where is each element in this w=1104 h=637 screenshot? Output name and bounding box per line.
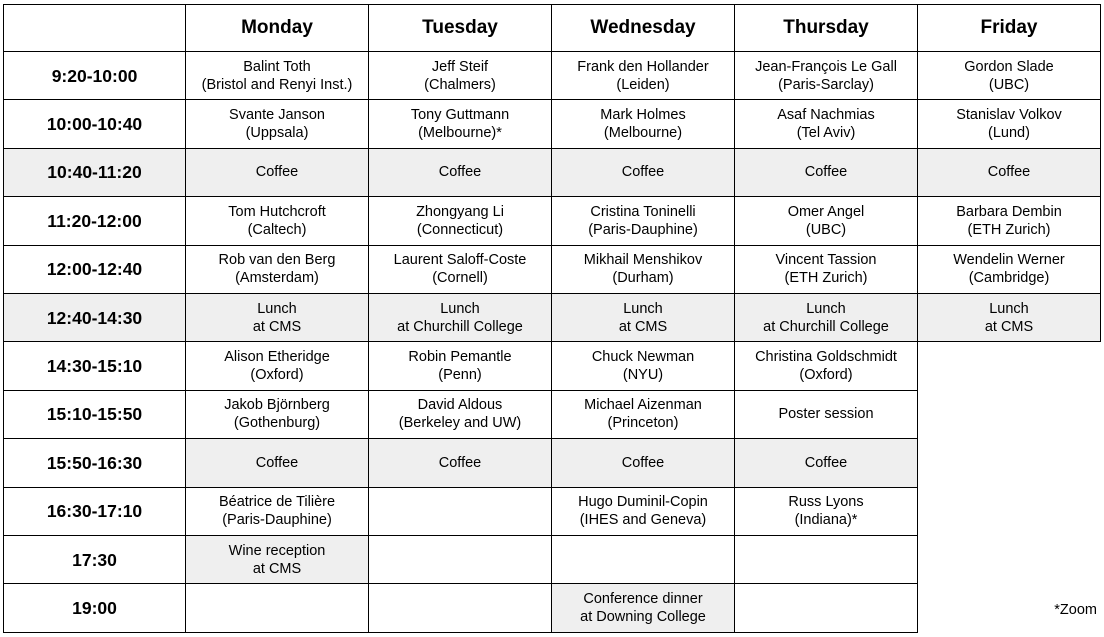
session-detail: at Downing College <box>580 608 706 625</box>
session-title: Poster session <box>778 406 874 423</box>
session-detail: (IHES and Geneva) <box>579 512 707 529</box>
session-title: Gordon Slade <box>964 58 1054 75</box>
session-detail: (Bristol and Renyi Inst.) <box>201 76 353 93</box>
session-cell-tuesday <box>369 100 552 148</box>
session-cell-friday <box>918 535 1101 583</box>
schedule-row <box>4 390 1101 438</box>
schedule-row <box>4 245 1101 293</box>
session-detail: (Uppsala) <box>245 125 309 142</box>
session-detail: (Amsterdam) <box>235 270 319 287</box>
session-title: Wendelin Werner <box>953 252 1065 269</box>
session-title: Coffee <box>255 454 299 471</box>
session-title: Jeff Steif <box>431 58 489 75</box>
schedule-row <box>4 439 1101 487</box>
schedule-row <box>4 293 1101 341</box>
session-detail: at CMS <box>252 318 302 335</box>
session-cell-monday <box>186 197 369 245</box>
day-header-thursday: Thursday <box>735 5 918 52</box>
session-detail: (Princeton) <box>607 415 679 432</box>
schedule-row <box>4 100 1101 148</box>
session-cell-friday <box>918 293 1101 341</box>
session-cell-tuesday <box>369 439 552 487</box>
session-title: Coffee <box>804 164 848 181</box>
session-cell-friday <box>918 100 1101 148</box>
session-title: Hugo Duminil-Copin <box>578 494 708 511</box>
session-detail: (ETH Zurich) <box>784 270 868 287</box>
session-cell-friday <box>918 390 1101 438</box>
session-cell-friday <box>918 342 1101 390</box>
session-cell-tuesday <box>369 535 552 583</box>
session-cell-monday <box>186 487 369 535</box>
session-cell-monday <box>186 535 369 583</box>
session-detail: (Melbourne) <box>603 125 683 142</box>
session-detail: (UBC) <box>805 221 847 238</box>
session-cell-wednesday <box>552 245 735 293</box>
session-detail: (Tel Aviv) <box>796 125 856 142</box>
schedule-row <box>4 197 1101 245</box>
session-detail: (Cornell) <box>432 270 488 287</box>
session-detail: (Paris-Dauphine) <box>222 512 332 529</box>
session-title: Tom Hutchcroft <box>228 203 326 220</box>
session-title: Coffee <box>438 164 482 181</box>
session-title: Coffee <box>621 164 665 181</box>
session-detail: (Paris-Dauphine) <box>588 221 698 238</box>
session-cell-wednesday <box>552 100 735 148</box>
session-title: Asaf Nachmias <box>777 107 875 124</box>
session-title: Lunch <box>257 300 297 317</box>
session-detail: (NYU) <box>622 367 664 384</box>
session-detail: (Indiana)* <box>794 512 858 529</box>
session-title: Robin Pemantle <box>408 349 512 366</box>
session-cell-tuesday <box>369 148 552 196</box>
schedule-row <box>4 487 1101 535</box>
session-detail: at CMS <box>618 318 668 335</box>
zoom-footnote: *Zoom <box>1054 602 1097 618</box>
session-detail: (Melbourne)* <box>418 125 502 142</box>
session-cell-monday <box>186 584 369 632</box>
session-cell-tuesday <box>369 487 552 535</box>
session-cell-tuesday <box>369 52 552 100</box>
session-cell-thursday <box>735 197 918 245</box>
session-detail: at Churchill College <box>397 318 523 335</box>
session-title: Tony Guttmann <box>410 107 510 124</box>
session-detail: (Durham) <box>612 270 674 287</box>
time-slot: 12:40-14:30 <box>4 293 186 341</box>
time-slot: 14:30-15:10 <box>4 342 186 390</box>
session-title: Balint Toth <box>243 58 311 75</box>
session-detail: (Berkeley and UW) <box>398 415 522 432</box>
session-title: Coffee <box>438 454 482 471</box>
session-title: David Aldous <box>417 397 503 414</box>
session-detail: (Leiden) <box>616 76 670 93</box>
session-cell-thursday <box>735 584 918 632</box>
session-cell-wednesday <box>552 293 735 341</box>
session-title: Cristina Toninelli <box>590 203 696 220</box>
session-cell-tuesday <box>369 293 552 341</box>
session-title: Barbara Dembin <box>956 203 1062 220</box>
session-cell-wednesday <box>552 52 735 100</box>
session-detail: (Paris-Sarclay) <box>778 76 874 93</box>
schedule-row <box>4 52 1101 100</box>
session-cell-thursday <box>735 487 918 535</box>
day-header-wednesday: Wednesday <box>552 5 735 52</box>
session-cell-wednesday <box>552 148 735 196</box>
session-title: Lunch <box>989 300 1029 317</box>
session-cell-friday <box>918 148 1101 196</box>
schedule-table <box>3 4 1101 633</box>
session-title: Coffee <box>804 454 848 471</box>
session-title: Mikhail Menshikov <box>583 252 703 269</box>
session-title: Alison Etheridge <box>224 349 330 366</box>
schedule-row <box>4 342 1101 390</box>
session-cell-monday <box>186 148 369 196</box>
session-title: Chuck Newman <box>591 349 695 366</box>
session-cell-friday <box>918 197 1101 245</box>
session-title: Vincent Tassion <box>775 252 877 269</box>
day-header-tuesday: Tuesday <box>369 5 552 52</box>
session-detail: (ETH Zurich) <box>967 221 1051 238</box>
session-cell-tuesday <box>369 197 552 245</box>
session-cell-wednesday <box>552 584 735 632</box>
time-slot: 10:40-11:20 <box>4 148 186 196</box>
session-title: Frank den Hollander <box>577 58 709 75</box>
time-slot: 12:00-12:40 <box>4 245 186 293</box>
session-cell-wednesday <box>552 487 735 535</box>
session-cell-monday <box>186 245 369 293</box>
time-slot: 15:50-16:30 <box>4 439 186 487</box>
session-title: Svante Janson <box>229 107 325 124</box>
session-title: Coffee <box>255 164 299 181</box>
session-title: Laurent Saloff-Coste <box>393 252 527 269</box>
time-slot: 9:20-10:00 <box>4 52 186 100</box>
corner-cell <box>4 5 186 52</box>
time-slot: 10:00-10:40 <box>4 100 186 148</box>
session-cell-wednesday <box>552 197 735 245</box>
session-cell-monday <box>186 293 369 341</box>
session-detail: at CMS <box>252 560 302 577</box>
session-cell-thursday <box>735 52 918 100</box>
session-title: Omer Angel <box>787 203 865 220</box>
session-cell-thursday <box>735 100 918 148</box>
session-title: Wine reception <box>228 542 326 559</box>
session-cell-friday <box>918 52 1101 100</box>
session-detail: (Oxford) <box>250 367 304 384</box>
session-detail: (Lund) <box>988 125 1030 142</box>
session-cell-friday <box>918 487 1101 535</box>
session-cell-friday <box>918 245 1101 293</box>
session-detail: at CMS <box>984 318 1034 335</box>
time-slot: 17:30 <box>4 535 186 583</box>
session-detail: at Churchill College <box>763 318 889 335</box>
session-cell-thursday <box>735 390 918 438</box>
schedule-row <box>4 584 1101 632</box>
session-cell-monday <box>186 390 369 438</box>
session-title: Lunch <box>806 300 846 317</box>
session-cell-monday <box>186 439 369 487</box>
session-detail: (Cambridge) <box>968 270 1050 287</box>
session-cell-thursday <box>735 293 918 341</box>
session-title: Stanislav Volkov <box>956 107 1062 124</box>
session-cell-thursday <box>735 245 918 293</box>
session-detail: (Connecticut) <box>416 221 504 238</box>
session-cell-friday <box>918 439 1101 487</box>
session-title: Zhongyang Li <box>416 203 504 220</box>
session-detail: (Caltech) <box>247 221 307 238</box>
session-detail: (Gothenburg) <box>233 415 321 432</box>
session-cell-tuesday <box>369 584 552 632</box>
session-title: Béatrice de Tilière <box>218 494 336 511</box>
day-header-friday: Friday <box>918 5 1101 52</box>
session-title: Lunch <box>623 300 663 317</box>
session-title: Coffee <box>621 454 665 471</box>
header-row <box>4 5 1101 52</box>
session-title: Jakob Björnberg <box>224 397 330 414</box>
session-title: Mark Holmes <box>600 107 686 124</box>
schedule-row <box>4 535 1101 583</box>
session-cell-wednesday <box>552 342 735 390</box>
session-detail: (Chalmers) <box>424 76 496 93</box>
session-title: Christina Goldschmidt <box>755 349 897 366</box>
schedule-row <box>4 148 1101 196</box>
session-title: Russ Lyons <box>788 494 864 511</box>
time-slot: 16:30-17:10 <box>4 487 186 535</box>
day-header-monday: Monday <box>186 5 369 52</box>
session-cell-tuesday <box>369 245 552 293</box>
session-title: Coffee <box>987 164 1031 181</box>
session-title: Jean-François Le Gall <box>755 58 897 75</box>
session-title: Lunch <box>440 300 480 317</box>
session-cell-monday <box>186 342 369 390</box>
session-detail: (UBC) <box>988 76 1030 93</box>
time-slot: 19:00 <box>4 584 186 632</box>
session-cell-thursday <box>735 535 918 583</box>
session-title: Michael Aizenman <box>584 397 702 414</box>
session-cell-wednesday <box>552 535 735 583</box>
session-cell-thursday <box>735 342 918 390</box>
session-cell-thursday <box>735 148 918 196</box>
time-slot: 11:20-12:00 <box>4 197 186 245</box>
session-cell-wednesday <box>552 390 735 438</box>
session-cell-tuesday <box>369 342 552 390</box>
session-cell-thursday <box>735 439 918 487</box>
schedule-body <box>4 52 1101 633</box>
session-cell-monday <box>186 100 369 148</box>
session-detail: (Penn) <box>438 367 482 384</box>
session-cell-monday <box>186 52 369 100</box>
session-title: Conference dinner <box>583 590 703 607</box>
session-cell-wednesday <box>552 439 735 487</box>
time-slot: 15:10-15:50 <box>4 390 186 438</box>
session-title: Rob van den Berg <box>218 252 336 269</box>
session-detail: (Oxford) <box>799 367 853 384</box>
session-cell-tuesday <box>369 390 552 438</box>
